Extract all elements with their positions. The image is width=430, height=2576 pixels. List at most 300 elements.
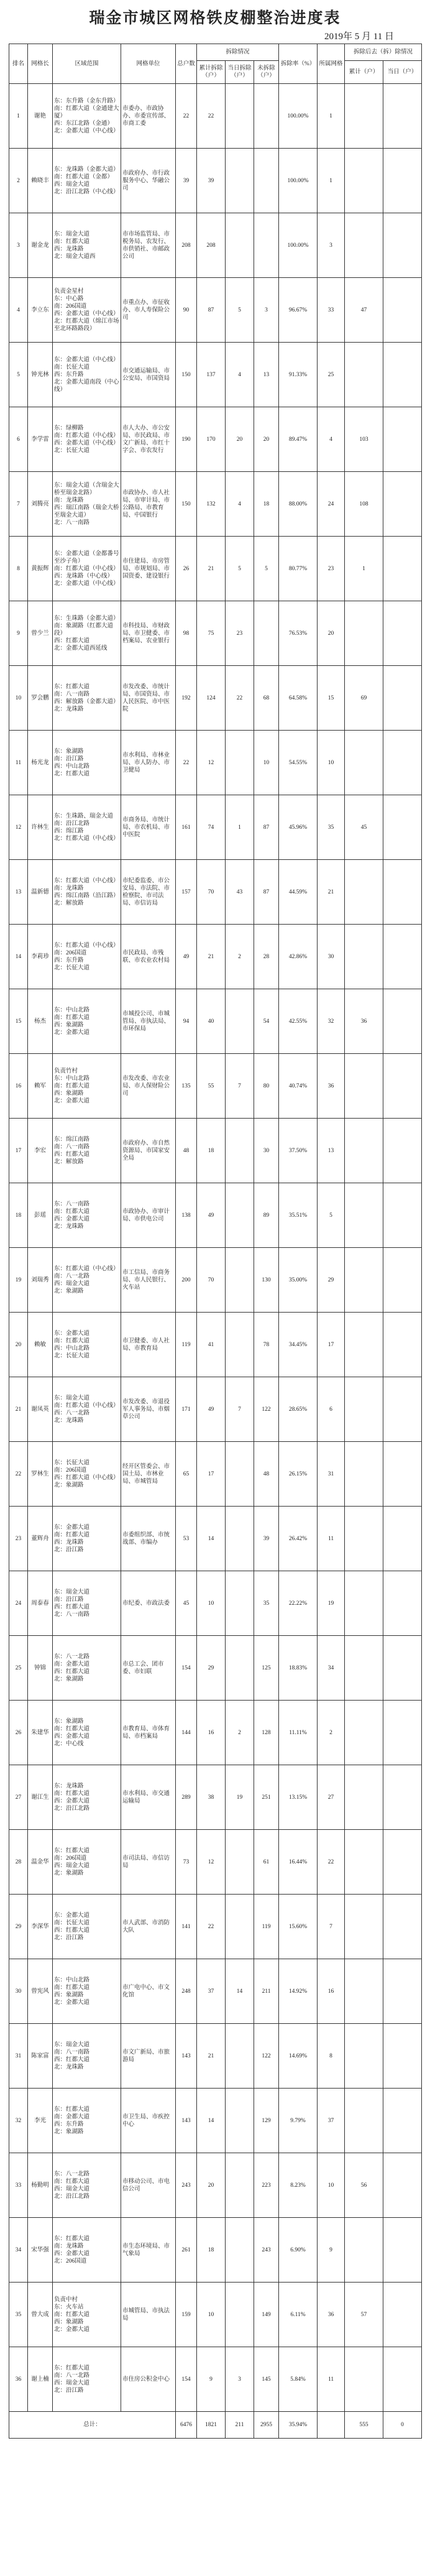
cell-rectified-today [383,925,422,989]
cell-not-demolished [254,84,279,149]
cell-not-demolished: 128 [254,1701,279,1765]
cell-demolished-total: 170 [197,407,226,472]
cell-rectified-today [383,1895,422,1959]
cell-not-demolished: 28 [254,925,279,989]
cell-unit: 市政府办、市行政服务中心、华融公司 [121,149,176,213]
cell-rectified-total [345,149,383,213]
cell-rectified-today [383,1701,422,1765]
cell-rectified-total [345,2347,383,2412]
cell-unit: 市市场监管局、市税务局、农发行、市供销社、市邮政公司 [121,213,176,278]
cell-rectified-total [345,2089,383,2153]
cell-households: 143 [176,2089,197,2153]
cell-staff: 17 [318,1313,345,1377]
cell-staff: 25 [318,343,345,407]
table-row [9,343,422,407]
cell-demolished-total: 14 [197,2089,226,2153]
table-row [9,925,422,989]
cell-rank: 5 [9,343,28,407]
cell-rectified-today [383,1636,422,1701]
cell-demolished-total: 124 [197,666,226,731]
cell-area: 东：瑞金大道 南：八一南路 西：红都大道 北：龙珠路 [53,2024,121,2089]
cell-grid-leader: 谢金龙 [28,213,53,278]
cell-staff: 32 [318,989,345,1054]
header-staff: 所属网格 [318,44,345,84]
cell-rank: 15 [9,989,28,1054]
cell-rate: 8.23% [279,2153,318,2218]
cell-demolished-total: 18 [197,2218,226,2283]
cell-area: 东：中山北路 南：红都大道 西：象湖路 北：金都大道 [53,1959,121,2024]
cell-grid-leader: 刘腾亮 [28,472,53,537]
cell-demolished-today [226,1571,254,1636]
table-row [9,1895,422,1959]
table-row [9,2153,422,2218]
header-not-demolished: 未拆除（户） [254,61,279,84]
cell-households: 157 [176,860,197,925]
cell-demolished-total: 22 [197,84,226,149]
cell-demolished-today: 14 [226,1959,254,2024]
cell-grid-leader: 赖军 [28,1054,53,1119]
cell-rank: 4 [9,278,28,343]
cell-area: 东：绵江南路 南：八一南路 西：红都大道 北：解放路 [53,1119,121,1183]
cell-households: 39 [176,149,197,213]
cell-demolished-today [226,1119,254,1183]
cell-rank: 13 [9,860,28,925]
cell-rank: 16 [9,1054,28,1119]
cell-rate: 14.92% [279,1959,318,2024]
cell-grid-leader: 李莉珍 [28,925,53,989]
cell-staff: 24 [318,472,345,537]
cell-unit: 市商务局、市统计局、市农机局、市中医院 [121,795,176,860]
cell-demolished-today: 23 [226,601,254,666]
cell-demolished-today [226,2283,254,2347]
cell-rate: 26.42% [279,1507,318,1571]
cell-rate: 44.59% [279,860,318,925]
cell-rank: 3 [9,213,28,278]
cell-not-demolished [254,213,279,278]
cell-rate: 18.83% [279,1636,318,1701]
cell-households: 22 [176,731,197,795]
cell-rate: 6.90% [279,2218,318,2283]
cell-households: 150 [176,343,197,407]
table-row [9,1701,422,1765]
cell-demolished-today: 19 [226,1765,254,1830]
cell-staff: 30 [318,925,345,989]
cell-households: 26 [176,537,197,601]
cell-rank: 34 [9,2218,28,2283]
cell-demolished-total: 41 [197,1313,226,1377]
cell-grid-leader: 曾宪风 [28,1959,53,2024]
cell-rectified-today [383,1959,422,2024]
cell-staff: 5 [318,1183,345,1248]
table-row [9,795,422,860]
cell-not-demolished [254,149,279,213]
cell-demolished-today: 2 [226,925,254,989]
cell-rank: 12 [9,795,28,860]
cell-area: 东：红都大道 南：龙珠路 西：金都大道 北：206国道 [53,2218,121,2283]
cell-grid-leader: 曾少兰 [28,601,53,666]
cell-not-demolished: 68 [254,666,279,731]
table-row [9,149,422,213]
cell-rectified-total [345,2218,383,2283]
cell-households: 90 [176,278,197,343]
cell-demolished-total: 10 [197,1571,226,1636]
cell-unit: 市水利局、市交通运输局 [121,1765,176,1830]
cell-not-demolished: 87 [254,860,279,925]
cell-households: 144 [176,1701,197,1765]
cell-unit: 市发改委、市农业局、市人保财险公司 [121,1054,176,1119]
cell-rate: 91.33% [279,343,318,407]
cell-rectified-today [383,149,422,213]
table-row [9,1054,422,1119]
cell-demolished-total: 39 [197,149,226,213]
cell-rectified-total [345,1442,383,1507]
cell-not-demolished: 129 [254,2089,279,2153]
cell-households: 119 [176,1313,197,1377]
cell-unit: 市城投公司、市城管局、市执法局、市环保局 [121,989,176,1054]
cell-grid-leader: 陈家富 [28,2024,53,2089]
cell-rectified-total [345,731,383,795]
cell-unit: 市交通运输局、市公安局、市国资局 [121,343,176,407]
table-row [9,2089,422,2153]
cell-unit: 市总工会、团市委、市妇联 [121,1636,176,1701]
cell-unit: 市政府办、市自然资源局、市国家安全局 [121,1119,176,1183]
cell-rank: 18 [9,1183,28,1248]
cell-unit: 市移动公司、市电信公司 [121,2153,176,2218]
cell-rectified-today [383,601,422,666]
cell-not-demolished: 20 [254,407,279,472]
header-area: 区域范围 [53,44,121,84]
cell-rectified-today [383,1377,422,1442]
cell-rectified-today [383,1765,422,1830]
cell-unit: 市民政局、市残联、市农业农村局 [121,925,176,989]
cell-staff: 31 [318,1442,345,1507]
cell-unit: 市人武部、市消防大队 [121,1895,176,1959]
cell-rectified-today [383,860,422,925]
cell-rectified-today [383,472,422,537]
cell-households: 208 [176,213,197,278]
cell-not-demolished: 122 [254,1377,279,1442]
cell-rate: 34.45% [279,1313,318,1377]
cell-unit: 市政协办、市人社局、市审计局、市公路局、市教育局、中国银行 [121,472,176,537]
cell-demolished-total: 10 [197,2283,226,2347]
cell-rectified-today [383,2347,422,2412]
cell-staff: 11 [318,2347,345,2412]
cell-area: 东：瑞金大道（含瑞金大桥至瑞金北路） 南：龙珠路 西：瑞江南路（瑞金大桥至瑞金大道） 北：八一南路 [53,472,121,537]
cell-rectified-total [345,860,383,925]
table-row [9,1507,422,1571]
cell-rectified-total: 57 [345,2283,383,2347]
table-body [9,84,422,2412]
cell-rate: 64.58% [279,666,318,731]
cell-rank: 21 [9,1377,28,1442]
cell-households: 154 [176,2347,197,2412]
cell-rectified-total [345,1313,383,1377]
cell-area: 东：象湖路 南：沿江路 西：中山北路 北：红都大道 [53,731,121,795]
cell-unit: 市委办、市政协办、市委宣传部、市商工委 [121,84,176,149]
cell-grid-leader: 钟光林 [28,343,53,407]
cell-not-demolished [254,601,279,666]
cell-rank: 7 [9,472,28,537]
cell-rate: 11.11% [279,1701,318,1765]
cell-staff: 1 [318,84,345,149]
table-row [9,989,422,1054]
cell-rate: 42.55% [279,989,318,1054]
cell-grid-leader: 宋华强 [28,2218,53,2283]
cell-demolished-total: 49 [197,1183,226,1248]
cell-grid-leader: 杨光龙 [28,731,53,795]
cell-rank: 11 [9,731,28,795]
header-demolished: 拆除情况 [197,44,279,61]
cell-households: 45 [176,1571,197,1636]
cell-rate: 54.55% [279,731,318,795]
cell-grid-leader: 许林生 [28,795,53,860]
cell-grid-leader: 谢艳 [28,84,53,149]
cell-households: 48 [176,1119,197,1183]
cell-rectified-today [383,2218,422,2283]
page-title: 瑞金市城区网格铁皮棚整治进度表 [89,10,341,27]
cell-staff: 23 [318,537,345,601]
cell-staff: 10 [318,2153,345,2218]
cell-unit: 市纪委监委、市公安局、市法院、市检察院、市司法局、市信访局 [121,860,176,925]
cell-rectified-today [383,731,422,795]
table-row [9,1442,422,1507]
cell-staff: 9 [318,2218,345,2283]
cell-rate: 14.69% [279,2024,318,2089]
cell-households: 161 [176,795,197,860]
cell-rate: 100.00% [279,149,318,213]
cell-rectified-total [345,84,383,149]
cell-area: 东：长征大道 南：206国道 西：红都大道（中心线） 北：象湖路 [53,1442,121,1507]
cell-demolished-today: 20 [226,407,254,472]
cell-staff: 19 [318,1571,345,1636]
cell-demolished-today [226,149,254,213]
header-demolished-total: 累计拆除（户） [197,61,226,84]
cell-grid-leader: 赖晓丰 [28,149,53,213]
cell-grid-leader: 李光 [28,2089,53,2153]
cell-rate: 40.74% [279,1054,318,1119]
cell-grid-leader: 罗会鹏 [28,666,53,731]
cell-demolished-total: 38 [197,1765,226,1830]
total-rate: 35.94% [279,2412,318,2439]
cell-staff: 21 [318,860,345,925]
cell-rectified-today [383,407,422,472]
cell-demolished-today [226,1183,254,1248]
cell-rectified-total [345,1377,383,1442]
cell-demolished-total: 74 [197,795,226,860]
cell-demolished-total: 18 [197,1119,226,1183]
cell-not-demolished: 5 [254,537,279,601]
cell-unit: 市人大办、市公安局、市民政局、市文广新局、市红十字会、市农发行 [121,407,176,472]
cell-unit: 市水利局、市林业局、市人防办、市卫健局 [121,731,176,795]
cell-demolished-today [226,731,254,795]
cell-rectified-today [383,2089,422,2153]
cell-rank: 20 [9,1313,28,1377]
cell-area: 东：龙珠路（金都大道） 南：红都大道（金都） 西：瑞金大道 北：沿江北路（中心线） [53,149,121,213]
cell-not-demolished: 35 [254,1571,279,1636]
cell-households: 143 [176,2024,197,2089]
cell-unit: 市文广新局、市旅游局 [121,2024,176,2089]
cell-households: 98 [176,601,197,666]
cell-demolished-today: 22 [226,666,254,731]
cell-not-demolished: 87 [254,795,279,860]
cell-rectified-today [383,2153,422,2218]
cell-rate: 9.79% [279,2089,318,2153]
cell-rectified-total: 103 [345,407,383,472]
table-row [9,2283,422,2347]
total-remaining: 2955 [254,2412,279,2439]
cell-households: 65 [176,1442,197,1507]
cell-rank: 17 [9,1119,28,1183]
cell-rectified-total [345,213,383,278]
cell-rank: 36 [9,2347,28,2412]
cell-area: 东：八一北路 南：红都大道 西：瑞金大道 北：沿江北路 [53,2153,121,2218]
cell-households: 190 [176,407,197,472]
cell-rectified-total [345,1248,383,1313]
cell-grid-leader: 曾大成 [28,2283,53,2347]
cell-staff: 4 [318,407,345,472]
cell-area: 东：象湖路 南：红都大道 西：金都大道 北：中心线 [53,1701,121,1765]
cell-rectified-today [383,1313,422,1377]
cell-rectified-total [345,1507,383,1571]
cell-rank: 9 [9,601,28,666]
cell-not-demolished: 54 [254,989,279,1054]
cell-households: 138 [176,1183,197,1248]
cell-demolished-total: 21 [197,2024,226,2089]
cell-demolished-today [226,1895,254,1959]
cell-rate: 16.44% [279,1830,318,1895]
cell-rectified-today [383,1248,422,1313]
cell-demolished-today: 7 [226,1054,254,1119]
cell-unit: 经开区管委会、市国土局、市林业局、市城管局 [121,1442,176,1507]
cell-area: 东：瑞金大道 南：沿江路 西：红都大道 北：八一南路 [53,1571,121,1636]
cell-rate: 100.00% [279,84,318,149]
cell-unit: 市政协办、市审计局、市供电公司 [121,1183,176,1248]
header-households: 总户数 [176,44,197,84]
cell-grid-leader: 周泰春 [28,1571,53,1636]
cell-demolished-total: 22 [197,1895,226,1959]
cell-area: 东：红都大道 南：八一南路 西：解放路（金都大道） 北：龙珠路 [53,666,121,731]
cell-rate: 80.77% [279,537,318,601]
cell-demolished-total: 208 [197,213,226,278]
cell-rank: 26 [9,1701,28,1765]
table-row [9,1636,422,1701]
cell-rate: 6.11% [279,2283,318,2347]
cell-demolished-today [226,2089,254,2153]
table-row [9,407,422,472]
cell-unit: 市纪委、市政法委 [121,1571,176,1636]
cell-rectified-total [345,925,383,989]
cell-households: 192 [176,666,197,731]
cell-demolished-total: 49 [197,1377,226,1442]
cell-households: 171 [176,1377,197,1442]
cell-rectified-today [383,1507,422,1571]
cell-staff: 7 [318,1895,345,1959]
cell-unit: 市生态环境局、市气象局 [121,2218,176,2283]
cell-unit: 市城管局、市执法局 [121,2283,176,2347]
total-households: 6476 [176,2412,197,2439]
cell-households: 141 [176,1895,197,1959]
cell-rectified-total [345,1765,383,1830]
cell-area: 东：红都大道（中心线） 南：八一北路 西：瑞金大道 北：象湖路 [53,1248,121,1313]
cell-rectified-total [345,343,383,407]
cell-staff: 11 [318,1507,345,1571]
cell-grid-leader: 黄振辉 [28,537,53,601]
cell-rectified-today [383,1442,422,1507]
cell-grid-leader: 钟锦 [28,1636,53,1701]
header-rectified-total: 累计（户） [345,61,383,84]
cell-demolished-total: 37 [197,1959,226,2024]
cell-area: 东：红都大道 南：206国道 西：瑞金大道 北：象湖路 [53,1830,121,1895]
cell-demolished-total: 21 [197,925,226,989]
cell-rectified-total [345,2024,383,2089]
cell-staff: 8 [318,2024,345,2089]
cell-area: 东：绿柳路 南：红都大道（中心线） 西：金都大道（中心线） 北：长征大道 [53,407,121,472]
cell-staff: 16 [318,1959,345,2024]
cell-not-demolished: 251 [254,1765,279,1830]
cell-not-demolished: 122 [254,2024,279,2089]
cell-area: 负责金星村 东：中心路 南：206国道 西：金都大道（中心线） 北：红都大道（绵江市场至北环路路段） [53,278,121,343]
cell-staff: 13 [318,1119,345,1183]
cell-grid-leader: 罗林生 [28,1442,53,1507]
cell-grid-leader: 温新德 [28,860,53,925]
cell-staff: 36 [318,2283,345,2347]
cell-not-demolished: 18 [254,472,279,537]
cell-demolished-today: 1 [226,795,254,860]
cell-rectified-today [383,989,422,1054]
cell-rate: 89.47% [279,407,318,472]
cell-area: 东：瑞金大道 南：红都大道（中心线） 西：八一北路 北：龙珠路 [53,1377,121,1442]
cell-unit: 市卫生局、市疾控中心 [121,2089,176,2153]
cell-staff: 34 [318,1636,345,1701]
cell-rectified-today [383,2024,422,2089]
cell-area: 东：金都大道（中心线） 南：长征大道 西：东升路 北：金都大道南段（中心线） [53,343,121,407]
cell-rectified-total: 108 [345,472,383,537]
cell-grid-leader: 李深华 [28,1895,53,1959]
cell-rectified-total: 47 [345,278,383,343]
cell-rate: 35.00% [279,1248,318,1313]
cell-rank: 8 [9,537,28,601]
cell-staff: 36 [318,1054,345,1119]
table-row [9,1183,422,1248]
cell-not-demolished: 211 [254,1959,279,2024]
cell-demolished-today: 4 [226,343,254,407]
cell-rectified-today [383,795,422,860]
table-row [9,2218,422,2283]
cell-households: 261 [176,2218,197,2283]
cell-area: 东：中山北路 南：红都大道 西：象湖路 北：金都大道 [53,989,121,1054]
header-rectified-today: 当日（户） [383,61,422,84]
cell-rank: 24 [9,1571,28,1636]
cell-staff: 6 [318,1377,345,1442]
cell-not-demolished: 78 [254,1313,279,1377]
cell-rate: 15.60% [279,1895,318,1959]
cell-area: 东：红都大道 南：八一北路 西：瑞金大道 北：沿江路 [53,2347,121,2412]
cell-staff: 35 [318,795,345,860]
cell-grid-leader: 李立东 [28,278,53,343]
cell-rank: 29 [9,1895,28,1959]
cell-rectified-total: 36 [345,989,383,1054]
cell-rectified-today [383,213,422,278]
cell-staff: 27 [318,1765,345,1830]
table-row [9,601,422,666]
cell-unit: 市住建局、市房管局、市规划局、市国资委、建设银行 [121,537,176,601]
cell-households: 248 [176,1959,197,2024]
cell-demolished-today: 2 [226,1701,254,1765]
cell-demolished-today [226,84,254,149]
cell-area: 东：金都大道 南：长征大道 西：红都大道 北：沿江路 [53,1895,121,1959]
table-row [9,731,422,795]
cell-demolished-total: 21 [197,537,226,601]
